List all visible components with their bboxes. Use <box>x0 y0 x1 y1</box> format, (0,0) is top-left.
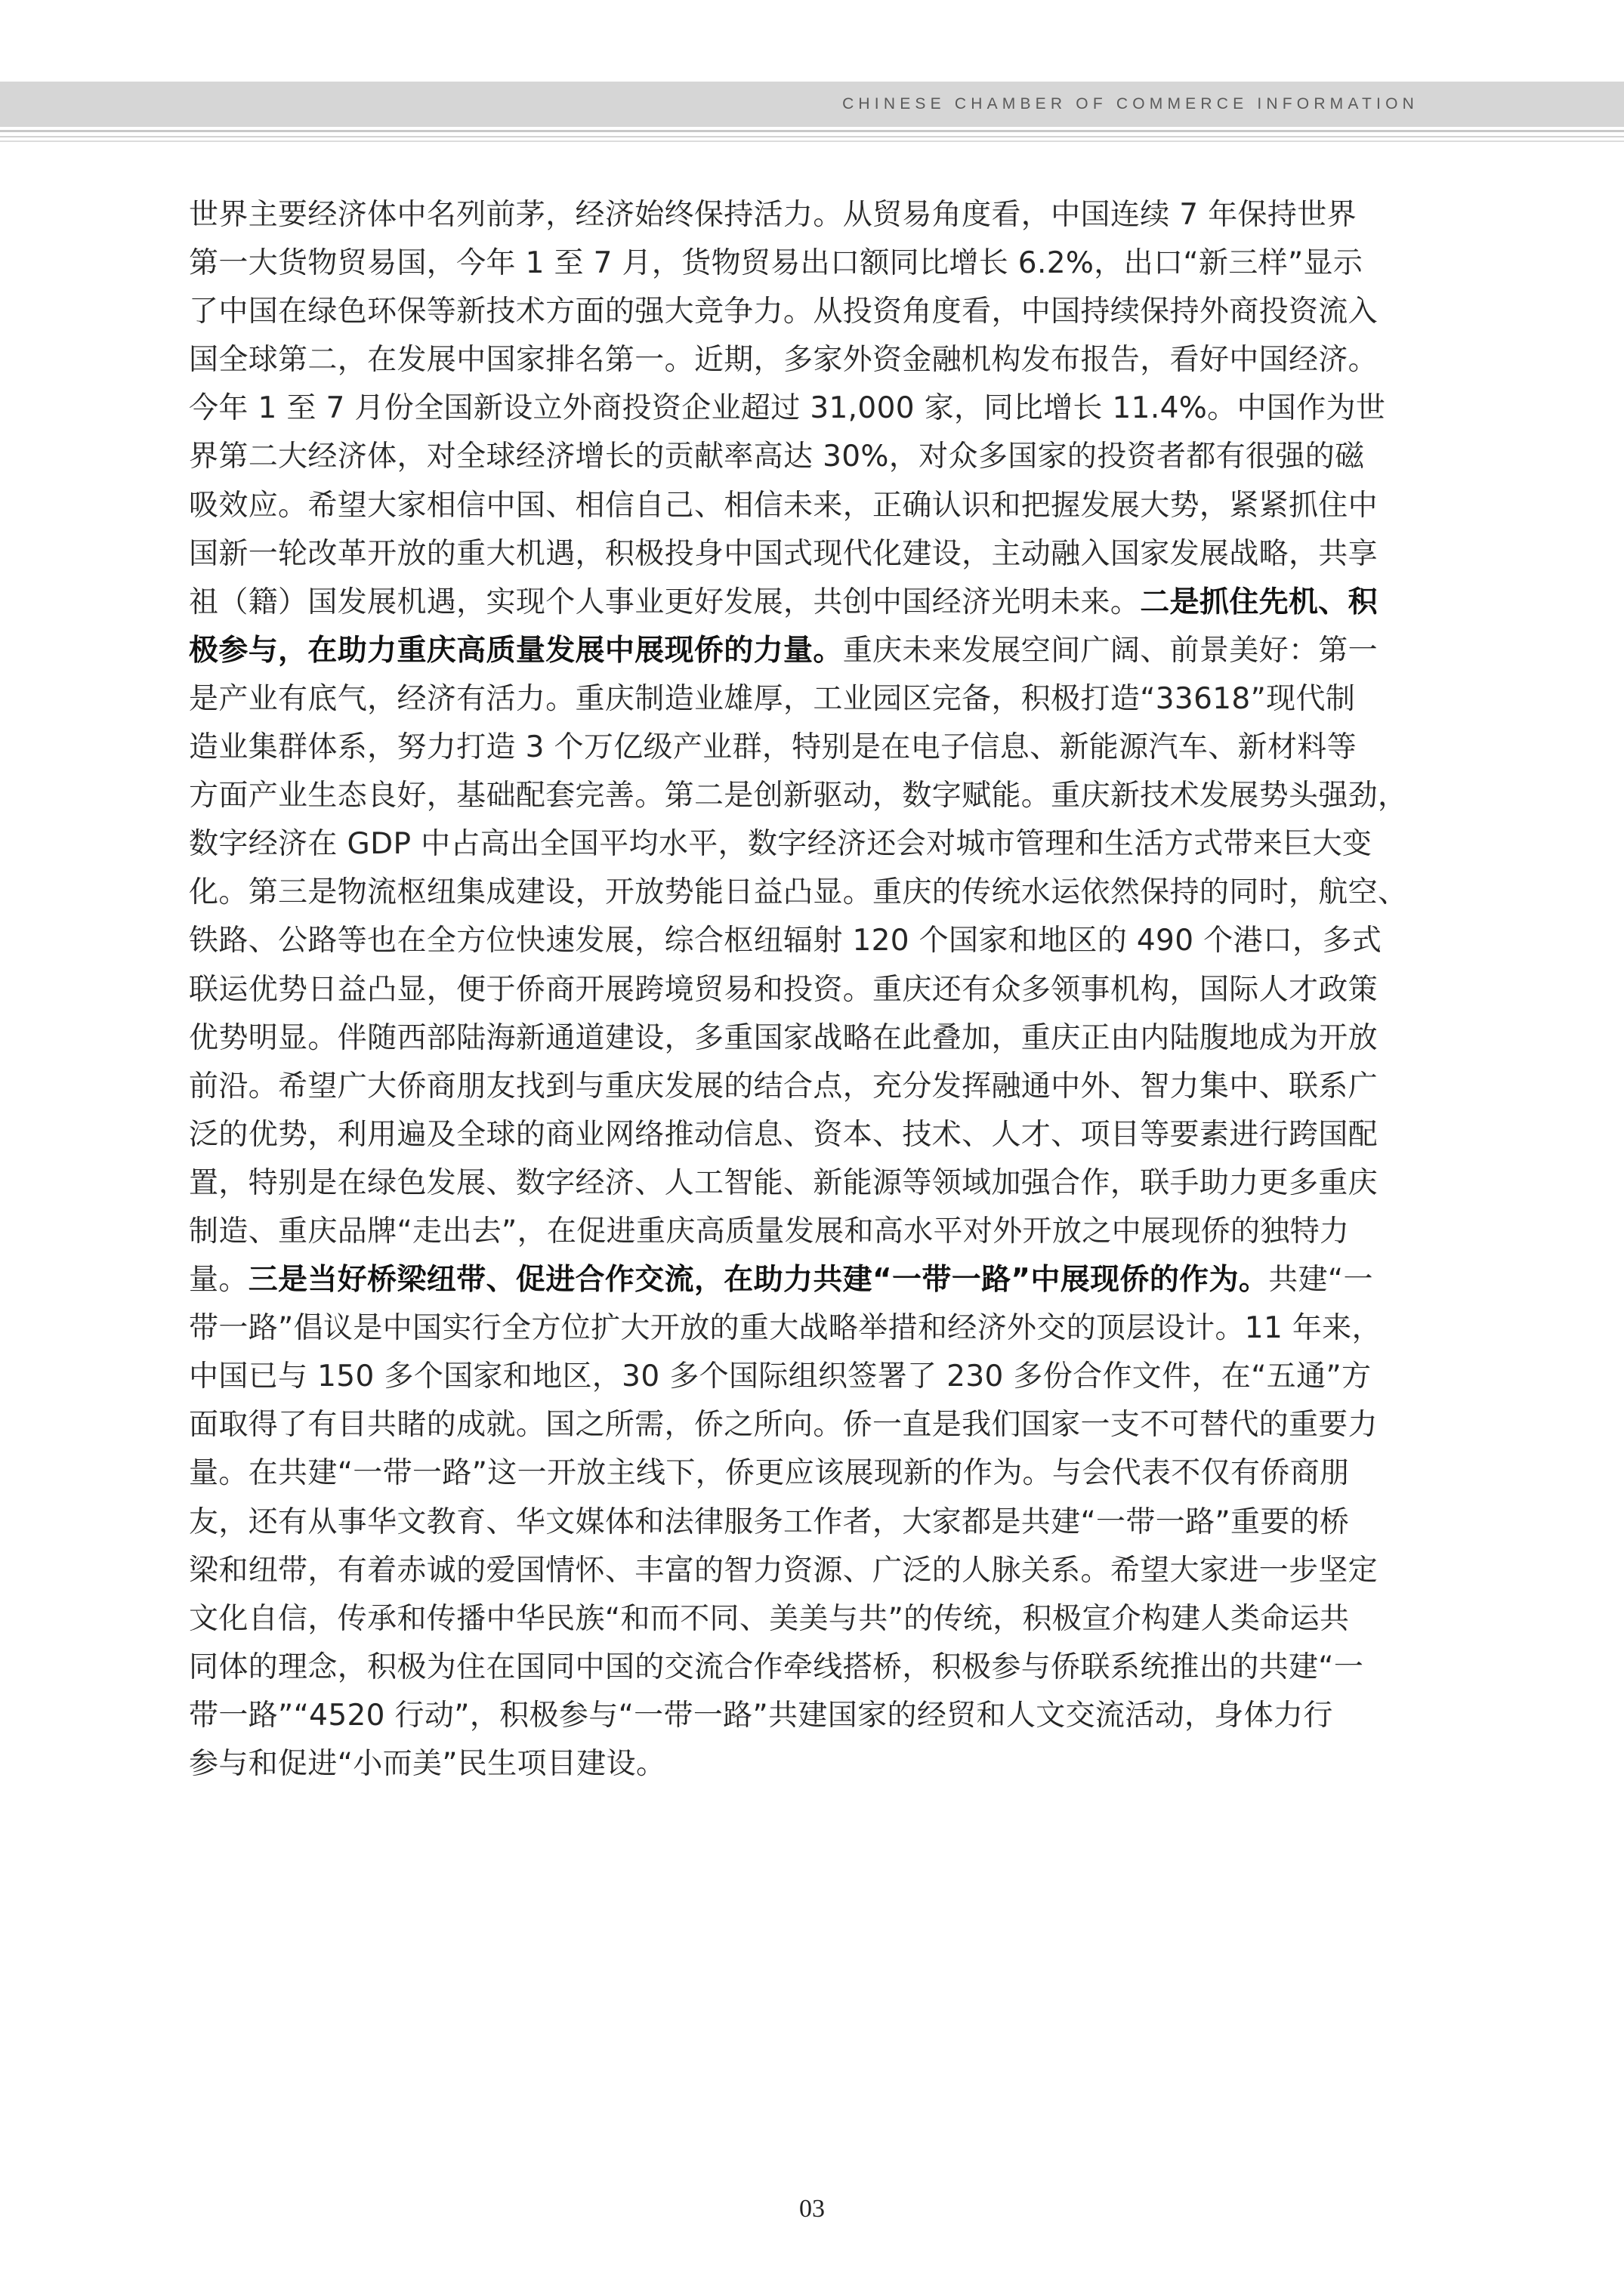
text-line <box>189 869 1438 917</box>
text-line <box>189 1256 1438 1304</box>
text-run: 联运优势日益凸显，便于侨商开展跨境贸易和投资。重庆还有众多领事机构，国际人才政策 <box>189 972 1379 1007</box>
bold-heading-run: 三是当好桥梁纽带、促进合作交流，在助力共建“一带一路”中展现侨的作为。 <box>248 1263 1269 1298</box>
bold-heading-run: 二是抓住先机、积 <box>1140 585 1379 619</box>
text-line <box>189 336 1438 384</box>
text-line <box>189 1063 1438 1111</box>
text-run: 优势明显。伴随西部陆海新通道建设，多重国家战略在此叠加，重庆正由内陆腹地成为开放 <box>189 1020 1379 1055</box>
text-line <box>189 1595 1438 1643</box>
header-rule <box>0 136 1624 137</box>
text-line <box>189 1740 1438 1788</box>
header-rule <box>0 140 1624 142</box>
text-run: 梁和纽带，有着赤诚的爱国情怀、丰富的智力资源、广泛的人脉关系。希望大家进一步坚定 <box>189 1553 1379 1588</box>
text-line <box>189 1159 1438 1208</box>
text-line <box>189 1547 1438 1595</box>
text-line <box>189 384 1438 433</box>
text-run: 带一路”“4520 行动”，积极参与“一带一路”共建国家的经贸和人文交流活动，身体力行 <box>189 1698 1333 1733</box>
text-line <box>189 1014 1438 1063</box>
text-run: 造业集群体系，努力打造 3 个万亿级产业群，特别是在电子信息、新能源汽车、新材料等 <box>189 730 1357 765</box>
text-run: 量。 <box>189 1263 249 1298</box>
text-run: 量。在共建“一带一路”这一开放主线下，侨更应该展现新的作为。与会代表不仅有侨商朋 <box>189 1456 1350 1491</box>
text-line <box>189 1401 1438 1449</box>
text-run: 中国已与 150 多个国家和地区，30 多个国际组织签署了 230 多份合作文件，在“五通”方 <box>189 1359 1372 1394</box>
text-run: 带一路”倡议是中国实行全方位扩大开放的重大战略举措和经济外交的顶层设计。11 年来， <box>189 1311 1382 1346</box>
header-rule <box>0 130 1624 132</box>
text-line <box>189 1449 1438 1498</box>
text-line <box>189 1208 1438 1256</box>
text-run: 重庆未来发展空间广阔、前景美好：第一 <box>842 633 1379 668</box>
text-line <box>189 1111 1438 1159</box>
text-run: 祖（籍）国发展机遇，实现个人事业更好发展，共创中国经济光明未来。 <box>189 585 1141 619</box>
text-line <box>189 966 1438 1014</box>
text-line <box>189 1304 1438 1353</box>
text-run: 方面产业生态良好，基础配套完善。第二是创新驱动，数字赋能。重庆新技术发展势头强劲， <box>189 779 1408 813</box>
text-run: 界第二大经济体，对全球经济增长的贡献率高达 30%，对众多国家的投资者都有很强的磁 <box>189 440 1365 474</box>
text-run: 参与和促进“小而美”民生项目建设。 <box>189 1747 666 1781</box>
text-run: 化。第三是物流枢纽集成建设，开放势能日益凸显。重庆的传统水运依然保持的同时，航空、 <box>189 875 1408 910</box>
text-line <box>189 579 1438 627</box>
text-run: 友，还有从事华文教育、华文媒体和法律服务工作者，大家都是共建“一带一路”重要的桥 <box>189 1504 1350 1539</box>
text-line <box>189 675 1438 724</box>
article-body <box>189 191 1438 1788</box>
text-line <box>189 1692 1438 1740</box>
text-line <box>189 433 1438 481</box>
text-line <box>189 627 1438 675</box>
running-header: CHINESE CHAMBER OF COMMERCE INFORMATION <box>842 95 1419 113</box>
text-run: 前沿。希望广大侨商朋友找到与重庆发展的结合点，充分发挥融通中外、智力集中、联系广 <box>189 1069 1379 1103</box>
text-line <box>189 288 1438 336</box>
text-line <box>189 772 1438 820</box>
text-line <box>189 191 1438 239</box>
text-run: 置，特别是在绿色发展、数字经济、人工智能、新能源等领域加强合作，联手助力更多重庆 <box>189 1165 1379 1200</box>
text-run: 是产业有底气，经济有活力。重庆制造业雄厚，工业园区完备，积极打造“33618”现代制 <box>189 681 1356 716</box>
text-run: 铁路、公路等也在全方位快速发展，综合枢纽辐射 120 个国家和地区的 490 个港口，多式 <box>189 924 1382 958</box>
text-run: 共建“一 <box>1268 1263 1373 1298</box>
text-run: 面取得了有目共睹的成就。国之所需，侨之所向。侨一直是我们国家一支不可替代的重要力 <box>189 1408 1379 1443</box>
text-line <box>189 530 1438 579</box>
text-line <box>189 724 1438 772</box>
text-line <box>189 239 1438 288</box>
text-run: 世界主要经济体中名列前茅，经济始终保持活力。从贸易角度看，中国连续 7 年保持世界 <box>189 198 1357 232</box>
text-run: 泛的优势，利用遍及全球的商业网络推动信息、资本、技术、人才、项目等要素进行跨国配 <box>189 1117 1379 1152</box>
text-run: 第一大货物贸易国，今年 1 至 7 月，货物贸易出口额同比增长 6.2%，出口“新三样”显示 <box>189 246 1363 281</box>
text-line <box>189 820 1438 869</box>
text-run: 了中国在绿色环保等新技术方面的强大竞争力。从投资角度看，中国持续保持外商投资流入 <box>189 295 1379 329</box>
text-run: 国新一轮改革开放的重大机遇，积极投身中国式现代化建设，主动融入国家发展战略，共享 <box>189 536 1379 571</box>
text-line <box>189 482 1438 530</box>
text-run: 同体的理念，积极为住在国同中国的交流合作牵线搭桥，积极参与侨联系统推出的共建“一 <box>189 1650 1364 1684</box>
text-line <box>189 1643 1438 1692</box>
text-run: 文化自信，传承和传播中华民族“和而不同、美美与共”的传统，积极宣介构建人类命运共 <box>189 1601 1350 1636</box>
page-number: 03 <box>799 2195 825 2223</box>
text-line <box>189 1498 1438 1547</box>
text-run: 制造、重庆品牌“走出去”，在促进重庆高质量发展和高水平对外开放之中展现侨的独特力 <box>189 1214 1350 1248</box>
text-line <box>189 1353 1438 1401</box>
text-run: 吸效应。希望大家相信中国、相信自己、相信未来，正确认识和把握发展大势，紧紧抓住中 <box>189 488 1379 523</box>
text-run: 国全球第二，在发展中国家排名第一。近期，多家外资金融机构发布报告，看好中国经济。 <box>189 343 1379 378</box>
text-line <box>189 917 1438 965</box>
bold-heading-run: 极参与，在助力重庆高质量发展中展现侨的力量。 <box>189 633 843 668</box>
text-run: 今年 1 至 7 月份全国新设立外商投资企业超过 31,000 家，同比增长 11.4%。中国作为世 <box>189 391 1386 426</box>
text-run: 数字经济在 GDP 中占高出全国平均水平，数字经济还会对城市管理和生活方式带来巨大变 <box>189 827 1372 862</box>
